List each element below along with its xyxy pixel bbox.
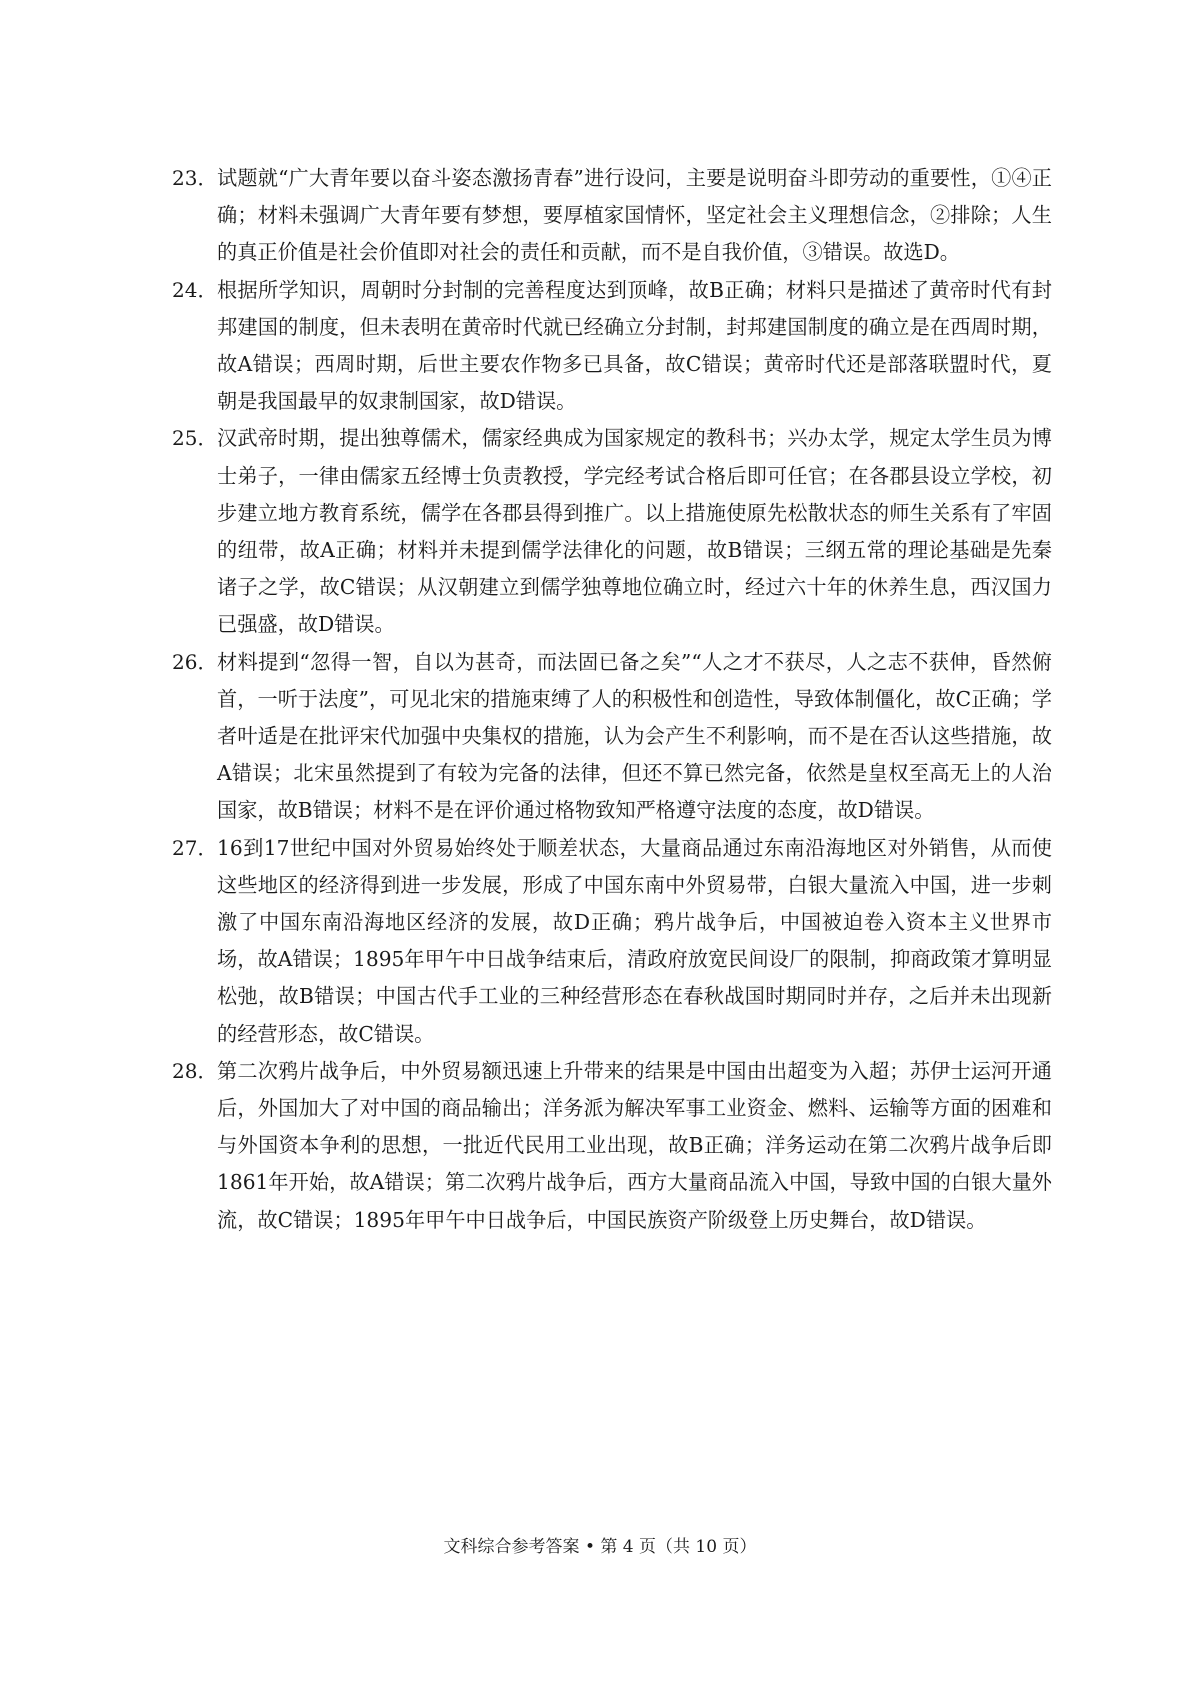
answer-text: 材料提到“忽得一智，自以为甚奇，而法固已备之矣”“人之才不获尽，人之志不获伸，昏然俯首，一听于法度”，可见北宋的措施束缚了人的积极性和创造性，导致体制僵化，故C正确；学者叶适是在批评宋代加强中央集权的措施，认为会产生不利影响，而不是在否认这些措施，故A错误；北宋虽然提到了有较为完备的法律，但还不算已然完备，依然是皇权至高无上的人治国家，故B错误；材料不是在评价通过格物致知严格遵守法度的态度，故D错误。: [217, 649, 1052, 823]
page-footer: 文科综合参考答案 • 第 4 页（共 10 页）: [443, 1537, 757, 1557]
answer-item-23: [172, 160, 1052, 272]
question-number: 28．: [172, 1058, 218, 1083]
answer-item-26: [172, 644, 1052, 830]
question-number: 24．: [172, 277, 218, 302]
answer-item-28: [172, 1053, 1052, 1239]
answer-text: 根据所学知识，周朝时分封制的完善程度达到顶峰，故B正确；材料只是描述了黄帝时代有封邦建国的制度，但未表明在黄帝时代就已经确立分封制，封邦建国制度的确立是在西周时期，故A错误；西周时期，后世主要农作物多已具备，故C错误；黄帝时代还是部落联盟时代，夏朝是我国最早的奴隶制国家，故D错误。: [217, 277, 1052, 414]
answer-item-24: [172, 272, 1052, 421]
answer-text: 汉武帝时期，提出独尊儒术，儒家经典成为国家规定的教科书；兴办太学，规定太学生员为博士弟子，一律由儒家五经博士负责教授，学完经考试合格后即可任官；在各郡县设立学校，初步建立地方教育系统，儒学在各郡县得到推广。以上措施使原先松散状态的师生关系有了牢固的纽带，故A正确；材料并未提到儒学法律化的问题，故B错误；三纲五常的理论基础是先秦诸子之学，故C错误；从汉朝建立到儒学独尊地位确立时，经过六十年的休养生息，西汉国力已强盛，故D错误。: [217, 426, 1052, 637]
answer-text: 16到17世纪中国对外贸易始终处于顺差状态，大量商品通过东南沿海地区对外销售，从而使这些地区的经济得到进一步发展，形成了中国东南中外贸易带，白银大量流入中国，进一步刺激了中国东南沿海地区经济的发展，故D正确；鸦片战争后，中国被迫卷入资本主义世界市场，故A错误；1895年甲午中日战争结束后，清政府放宽民间设厂的限制，抑商政策才算明显松弛，故B错误；中国古代手工业的三种经营形态在春秋战国时期同时并存，之后并未出现新的经营形态，故C错误。: [217, 835, 1052, 1046]
question-number: 26．: [172, 649, 218, 674]
question-number: 23．: [172, 166, 218, 190]
question-number: 25．: [172, 426, 218, 451]
question-number: 27．: [172, 835, 218, 860]
answer-item-25: [172, 420, 1052, 643]
answer-list: [172, 160, 1052, 1239]
answer-text: 第二次鸦片战争后，中外贸易额迅速上升带来的结果是中国由出超变为入超；苏伊士运河开通后，外国加大了对中国的商品输出；洋务派为解决军事工业资金、燃料、运输等方面的困难和与外国资本争利的思想，一批近代民用工业出现，故B正确；洋务运动在第二次鸦片战争后即1861年开始，故A错误；第二次鸦片战争后，西方大量商品流入中国，导致中国的白银大量外流，故C错误；1895年甲午中日战争后，中国民族资产阶级登上历史舞台，故D错误。: [217, 1058, 1052, 1232]
answer-item-27: [172, 830, 1052, 1053]
answer-text: 试题就“广大青年要以奋斗姿态激扬青春”进行设问，主要是说明奋斗即劳动的重要性，①④正确；材料未强调广大青年要有梦想，要厚植家国情怀，坚定社会主义理想信念，②排除；人生的真正价值是社会价值即对社会的责任和贡献，而不是自我价值，③错误。故选D。: [217, 166, 1052, 265]
